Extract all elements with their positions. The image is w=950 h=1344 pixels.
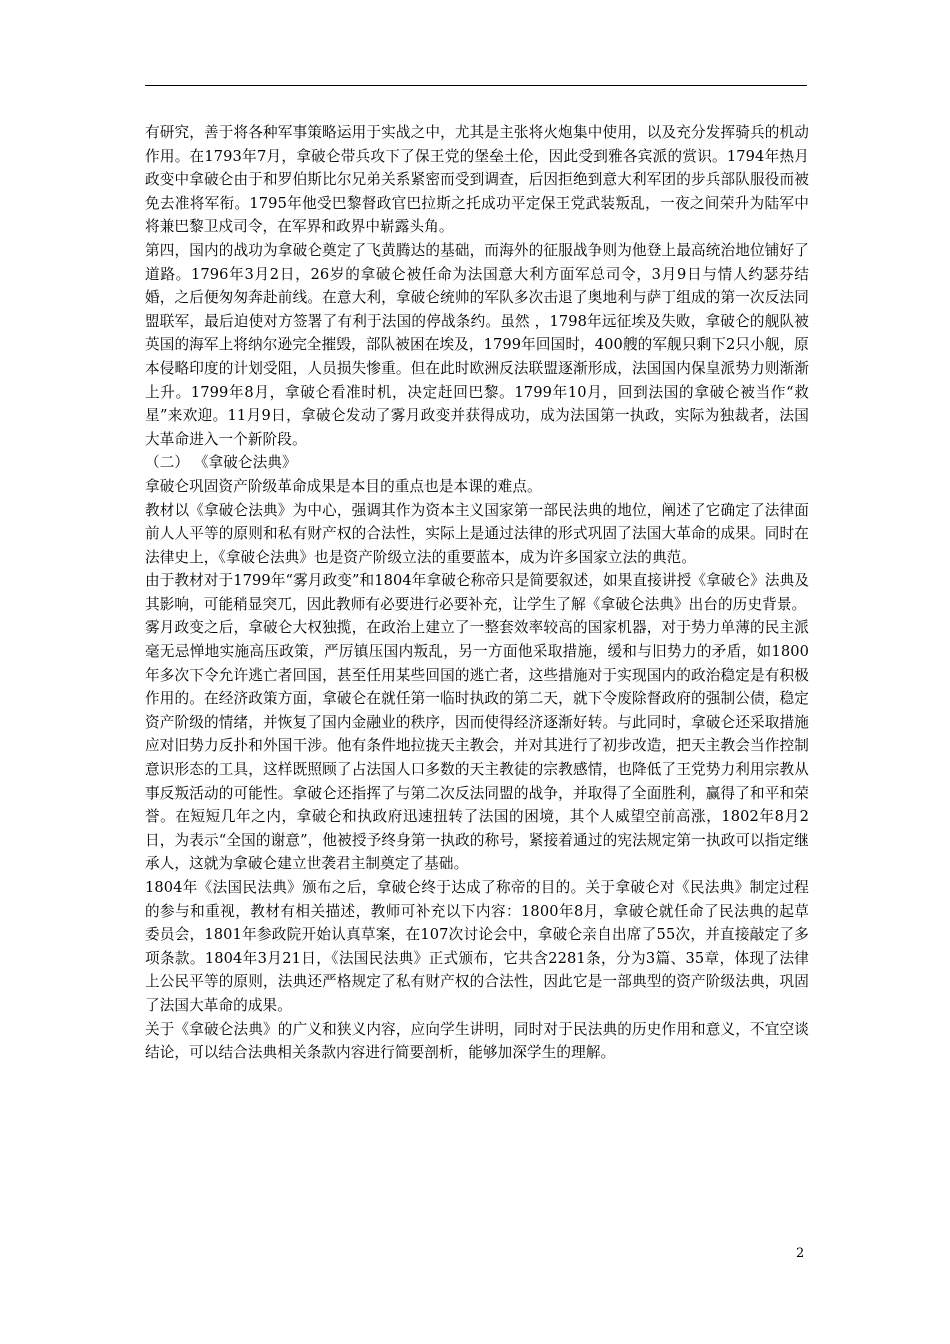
paragraph-civil-code-1804: 1804年《法国民法典》颁布之后，拿破仑终于达成了称帝的目的。关于拿破仑对《民法典》制定过程的参与和重视，教材有相关描述，教师可补充以下内容：1800年8月，拿破仑就任命了民法典的起草委员会，1801年参政院开始认真草案，在107次讨论会中，拿破仑亲自出席了55次，并直接敲定了多项条款。1804年3月21日，《法国民法典》正式颁布，它共含2281条，分为3篇、35章，体现了法律上公民平等的原则，法典还严格规定了私有财产权的合法性，因此它是一部典型的资产阶级法典，巩固了法国大革命的成果。	[145, 879, 809, 1014]
paragraph-key-point: 拿破仑巩固资产阶级革命成果是本目的重点也是本课的难点。	[145, 477, 542, 495]
paragraph-military-career: 有研究，善于将各种军事策略运用于实战之中，尤其是主张将火炮集中使用，以及充分发挥骑兵的机动作用。在1793年7月，拿破仑带兵攻下了保王党的堡垒土伦，因此受到雅各宾派的赏识。1794年热月政变中拿破仑由于和罗伯斯比尔兄弟关系紧密而受到调查，后因拒绝到意大利军团的步兵部队服役而被免去准将军衔。1795年他受巴黎督政官巴拉斯之托成功平定保王党武装叛乱，一夜之间荣升为陆军中将兼巴黎卫戍司令，在军界和政界中崭露头角。	[145, 124, 809, 236]
header-rule	[145, 85, 807, 86]
section-heading-napoleonic-code: （二） 《拿破仑法典》	[145, 454, 297, 472]
document-body	[145, 121, 809, 1065]
paragraph-textbook-focus: 教材以《拿破仑法典》为中心，强调其作为资本主义国家第一部民法典的地位，阐述了它确定了法律面前人人平等的原则和私有财产权的合法性，实际上是通过法律的形式巩固了法国大革命的成果。同时在法律史上，《拿破仑法典》也是资产阶级立法的重要蓝本，成为许多国家立法的典范。	[145, 501, 809, 566]
paragraph-after-coup: 雾月政变之后，拿破仑大权独揽，在政治上建立了一整套效率较高的国家机器，对于势力单薄的民主派毫无忌惮地实施高压政策，严厉镇压国内叛乱，另一方面他采取措施，缓和与旧势力的矛盾，如1800年多次下令允许逃亡者回国，甚至任用某些回国的逃亡者，这些措施对于实现国内的政治稳定是有积极作用的。在经济政策方面，拿破仑在就任第一临时执政的第二天，就下令废除督政府的强制公债，稳定资产阶级的情绪，并恢复了国内金融业的秩序，因而使得经济逐渐好转。与此同时，拿破仑还采取措施应对旧势力反扑和外国干涉。他有条件地拉拢天主教会，并对其进行了初步改造，把天主教会当作控制意识形态的工具，这样既照顾了占法国人口多数的天主教徒的宗教感情，也降低了王党势力利用宗教从事反叛活动的可能性。拿破仑还指挥了与第二次反法同盟的战争，并取得了全面胜利，赢得了和平和荣誉。在短短几年之内，拿破仑和执政府迅速扭转了法国的困境，其个人威望空前高涨，1802年8月2日，为表示“全国的谢意”，他被授予终身第一执政的称号，紧接着通过的宪法规定第一执政可以指定继承人，这就为拿破仑建立世袭君主制奠定了基础。	[145, 619, 809, 873]
paragraph-fourth-point: 第四，国内的战功为拿破仑奠定了飞黄腾达的基础，而海外的征服战争则为他登上最高统治地位铺好了道路。1796年3月2日，26岁的拿破仑被任命为法国意大利方面军总司令，3月9日与情人约瑟芬结婚，之后便匆匆奔赴前线。在意大利，拿破仑统帅的军队多次击退了奥地利与萨丁组成的第一次反法同盟联军，最后迫使对方签署了有利于法国的停战条约。虽然 ，1798年远征埃及失败，拿破仑的舰队被英国的海军上将纳尔逊完全摧毁，部队被困在埃及，1799年回国时，400艘的军舰只剩下2只小舰，原本侵略印度的计划受阻，人员损失惨重。但在此时欧洲反法联盟逐渐形成，法国国内保皇派势力则渐渐上升。1799年8月，拿破仑看准时机，决定赶回巴黎。1799年10月，回到法国的拿破仑被当作“救星”来欢迎。11月9日，拿破仑发动了雾月政变并获得成功，成为法国第一执政，实际为独裁者，法国大革命进入一个新阶段。	[145, 241, 809, 448]
page-number: 2	[796, 1246, 805, 1261]
paragraph-teaching-advice: 关于《拿破仑法典》的广义和狭义内容，应向学生讲明，同时对于民法典的历史作用和意义，不宜空谈结论，可以结合法典相关条款内容进行简要剖析，能够加深学生的理解。	[145, 1020, 809, 1062]
paragraph-background-note: 由于教材对于1799年“雾月政变”和1804年拿破仑称帝只是简要叙述，如果直接讲授《拿破仑》法典及其影响，可能稍显突兀，因此教师有必要进行必要补充，让学生了解《拿破仑法典》出台的历史背景。	[145, 572, 809, 613]
